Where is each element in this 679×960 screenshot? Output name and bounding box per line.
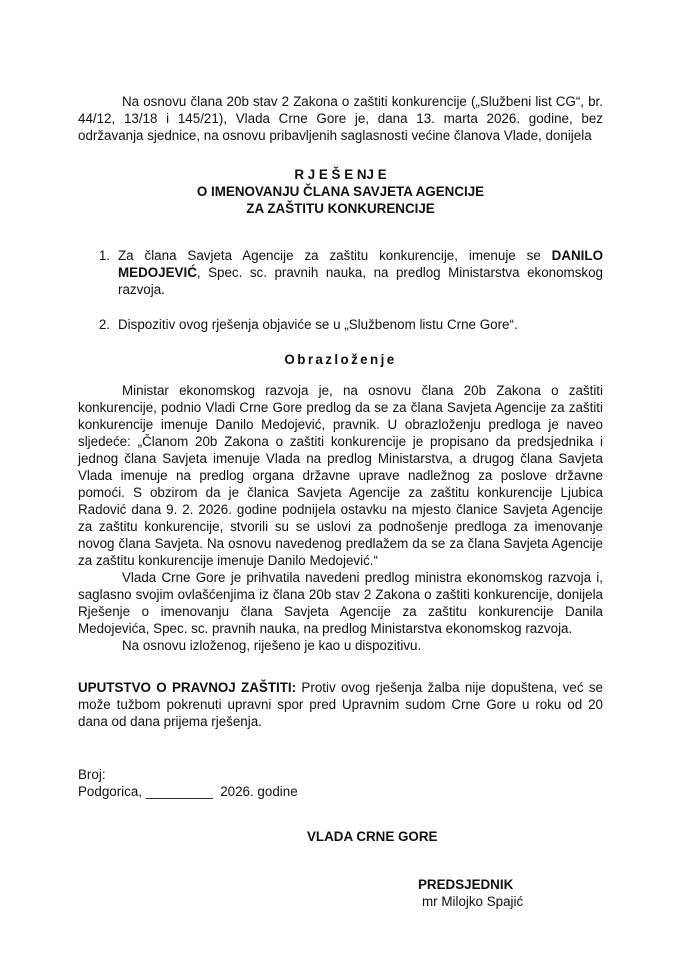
decision-title — [78, 166, 603, 217]
reasoning-paragraph: Ministar ekonomskog razvoja je, na osnovu člana 20b Zakona o zaštiti konkurencije, podnio Vladi Crne Gore predlog da se za člana Savjeta Agencije za zaštiti konkurencije imenuje Danilo Medojević, pravnik. U obrazloženju predloga je naveo sljedeće: „Članom 20b Zakona o zaštiti konkurencije je propisano da predsjednika i jednog člana Savjeta imenuje Vlada na predlog Ministarstva, a drugog člana Savjeta Vlada imenuje na predlog organa državne uprave nadležnog za poslove državne pomoći. S obzirom da je članica Savjeta Agencije za zaštitu konkurencije Ljubica Radović dana 9. 2. 2026. godine podnijela ostavku na mjesto članice Savjeta Agencije za zaštitu konkurencije, stvorili su se uslovi za podnošenje predloga za imenovanje novog člana Savjeta. Na osnovu navedenog predlažem da se za člana Savjeta Agencije za zaštitu konkurencije imenuje Danilo Medojević.“ — [78, 383, 603, 568]
reasoning-heading: Obrazloženje — [284, 352, 397, 367]
item-text-end: , Spec. sc. pravnih nauka, na predlog Ministarstva ekonomskog razvoja. — [118, 265, 603, 297]
document-page — [78, 93, 603, 910]
signatory-name: mr Milojko Spajić — [422, 894, 524, 909]
title-line-2: O IMENOVANJU ČLANA SAVJETA AGENCIJE — [196, 184, 485, 199]
item-text: Dispozitiv ovog rješenja objaviće se u „Službenom listu Crne Gore“. — [118, 317, 518, 332]
reasoning-paragraph: Vlada Crne Gore je prihvatila navedeni predlog ministra ekonomskog razvoja i, saglasno svojim ovlašćenjima iz člana 20b stav 2 Zakona o zaštiti konkurencije, donijela Rješenje o imenovanju člana Savjeta Agencije za zaštitu konkurencije Danila Medojevića, Spec. sc. pravnih nauka, na predlog Ministarstva ekonomskog razvoja. — [78, 570, 603, 636]
appointee-name: DANILO MEDOJEVIĆ — [118, 248, 603, 280]
legal-remedy-instruction — [78, 679, 603, 730]
item-number: 1. — [98, 248, 110, 263]
list-item — [78, 316, 603, 333]
disposition-list — [78, 247, 603, 333]
reference-number: Broj: — [78, 767, 106, 782]
title-line-1: R J E Š E NJ E — [294, 167, 387, 182]
list-item — [78, 247, 603, 298]
intro-paragraph: Na osnovu člana 20b stav 2 Zakona o zaštiti konkurencije („Službeni list CG“, br. 44/12, 13/18 i 145/21), Vlada Crne Gore je, dana 13. marta 2026. godine, bez održavanja sjednice, na osnovu pribavljenih saglasnosti većine članova Vlade, donijela — [78, 94, 603, 143]
place-date: Podgorica, _________ 2026. godine — [78, 784, 298, 799]
title-line-3: ZA ZAŠTITU KONKURENCIJE — [246, 201, 435, 216]
legal-remedy-label: UPUTSTVO O PRAVNOJ ZAŠTITI: — [78, 680, 297, 695]
legal-remedy-text: Protiv ovog rješenja žalba nije dopuštena, već se može tužbom pokrenuti upravni spor pred Upravnim sudom Crne Gore u roku od 20 dana od dana prijema rješenja. — [78, 680, 603, 729]
item-number: 2. — [98, 317, 110, 332]
signatory-title: PREDSJEDNIK — [418, 877, 514, 892]
item-text: Za člana Savjeta Agencije za zaštitu konkurencije, imenuje se — [118, 248, 552, 263]
reasoning-paragraph: Na osnovu izloženog, riješeno je kao u dispozitivu. — [122, 638, 422, 653]
government-name: VLADA CRNE GORE — [307, 829, 438, 844]
